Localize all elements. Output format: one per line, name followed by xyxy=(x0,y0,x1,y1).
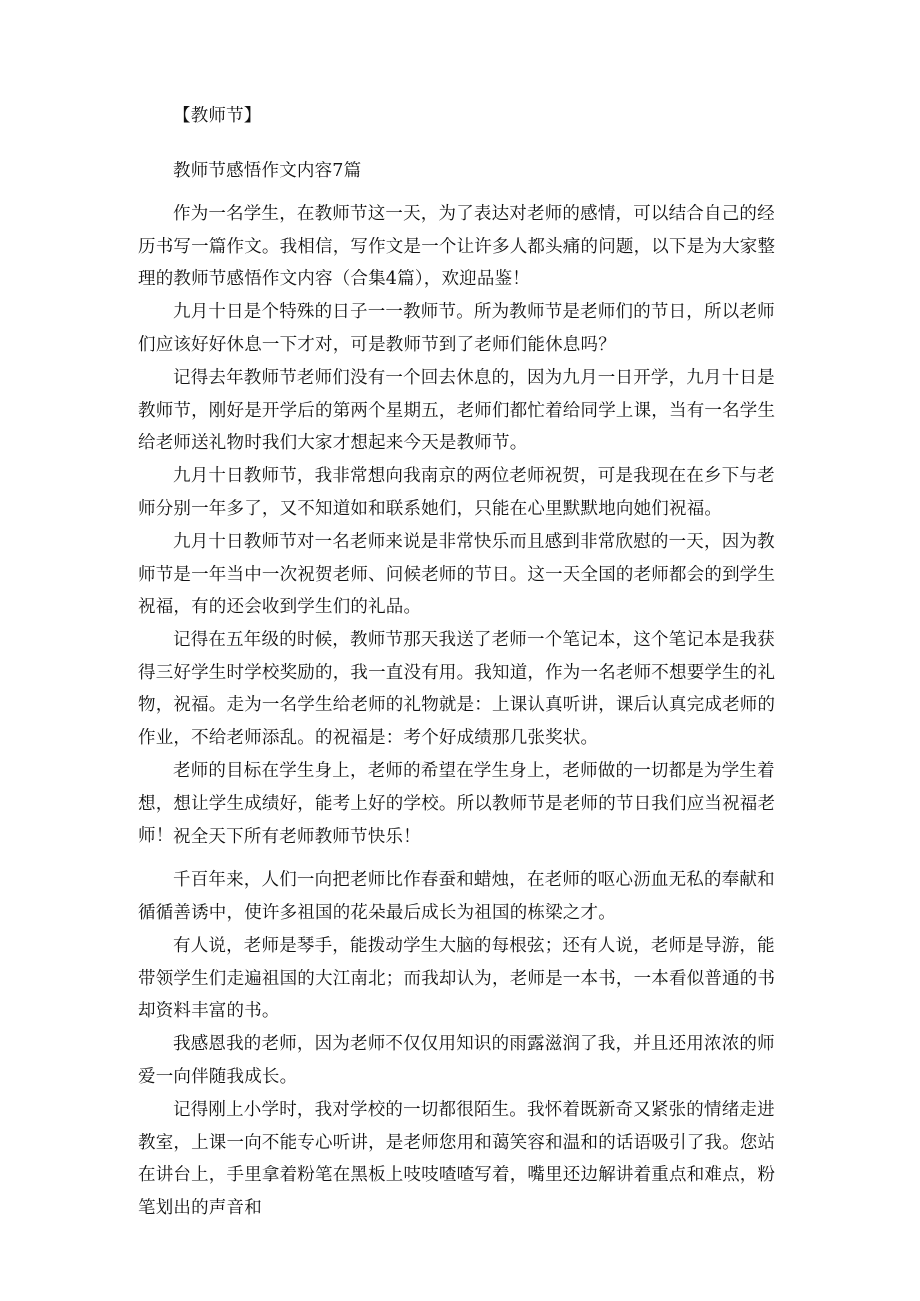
paragraph: 老师的目标在学生身上，老师的希望在学生身上，老师做的一切都是为学生着想，想让学生成绩好，能考上好的学校。所以教师节是老师的节日我们应当祝福老师！ xyxy=(138,761,776,846)
paragraph: 有人说，老师是琴手，能拨动学生大脑的每根弦；还有人说，老师是导游，能带领学生们走遍祖国的大江南北；而我却认为，老师是一本书，一本看似普通的书却资料丰富的书。 xyxy=(138,936,776,1021)
paragraph: 记得刚上小学时，我对学校的一切都很陌生。我怀着既新奇又紧张的情绪走进教室，上课一向不能专心听讲，是老师您用和蔼笑容和温和的话语吸引了我。您站在讲台上，手里拿着粉笔在黑板上吱吱喳喳写着，嘴里还边解讲着重点和难点，粉笔划出的声音和 xyxy=(138,1100,776,1218)
category-heading: 【教师节】 xyxy=(173,106,262,126)
paragraph: 记得去年教师节老师们没有一个回去休息的，因为九月一日开学，九月十日是教师节，刚好是开学后的第两个星期五，老师们都忙着给同学上课，当有一名学生给老师送礼物时我们大家才想起来今天是教师节。 xyxy=(138,368,776,453)
paragraph: 九月十日教师节，我非常想向我南京的两位老师祝贺，可是我现在在乡下与老师分别一年多了，又不知道如和联系她们，只能在心里默默地向她们祝福。 xyxy=(138,466,775,519)
paragraph: 我感恩我的老师，因为老师不仅仅用知识的雨露滋润了我，并且还用浓浓的师爱一向伴随我成长。 xyxy=(138,1034,775,1087)
paragraph: 九月十日教师节对一名老师来说是非常快乐而且感到非常欣慰的一天，因为教师节是一年当中一次祝贺老师、问候老师的节日。这一天全国的老师都会的到学生祝福，有的还会收到学生们的礼品。 xyxy=(138,532,776,617)
paragraph: 作为一名学生，在教师节这一天，为了表达对老师的感情，可以结合自己的经历书写一篇作文。我相信，写作文是一个让许多人都头痛的问题，以下是为大家整理的教师节感悟作文内容（合集4篇），欢迎品鉴！ xyxy=(138,204,776,289)
paragraph: 祝全天下所有老师教师节快乐！ xyxy=(173,827,421,847)
paragraph: 记得在五年级的时候，教师节那天我送了老师一个笔记本，这个笔记本是我获得三好学生时学校奖励的，我一直没有用。我知道，作为一名老师不想要学生的礼物，祝福。走为一名学生给老师的礼物就是：上课认真听讲，课后认真完成老师的作业，不给老师添乱。的祝福是：考个好成绩那几张奖状。 xyxy=(138,630,776,748)
document-title: 教师节感悟作文内容7篇 xyxy=(173,161,362,181)
paragraph: 千百年来，人们一向把老师比作春蚕和蜡烛，在老师的呕心沥血无私的奉献和循循善诱中，使许多祖国的花朵最后成长为祖国的栋梁之才。 xyxy=(138,870,775,923)
paragraph: 九月十日是个特殊的日子一一教师节。所为教师节是老师们的节日，所以老师们应该好好休息一下才对，可是教师节到了老师们能休息吗？ xyxy=(138,302,775,355)
